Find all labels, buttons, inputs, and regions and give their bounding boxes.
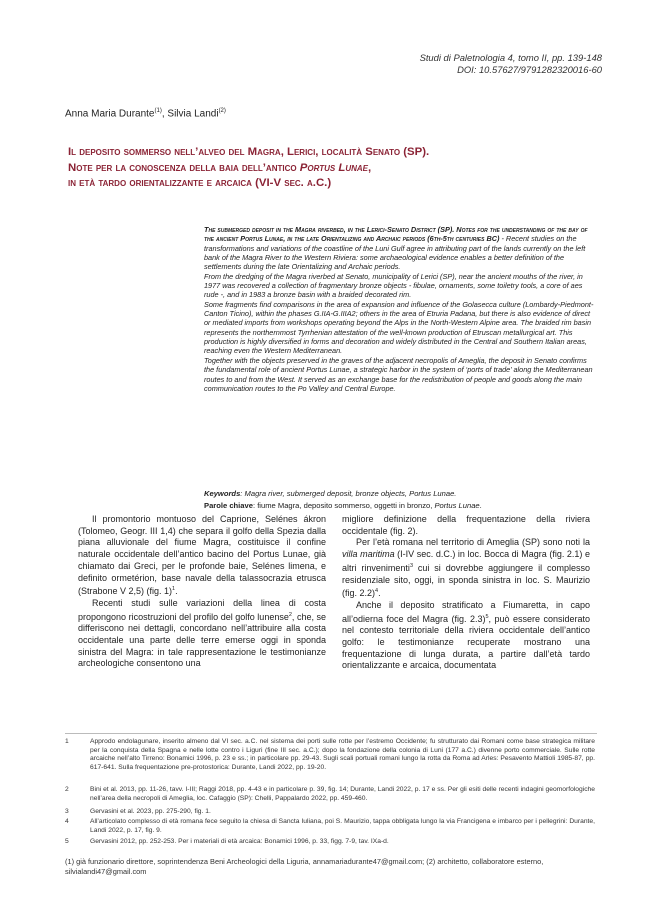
abstract-paragraph-4: Together with the objects preserved in the graves of the adjacent necropolis of Ameglia, the deposit in Senato confirms the fundamental role of ancient Portus Lunae, a strategic harbor in the system of ‘ports of trade’ along the Mediterranean routes to and from the West. It served as an exchange base for the redistribution of people and goods along the main communication routes to the Po Valley and Central Europe. (204, 355, 593, 393)
body-italic: villa maritima (342, 549, 395, 560)
abstract-paragraph-3: Some fragments find comparisons in the area of expansion and influence of the Golasecca culture (Lombardy-Piedmont-Canton Ticino), within the phases G.IIA-G.IIIA2; others in the area of Etruria Padana, but there is also evidence of direct or mediated imports from workshops operating beyond the Alps in the North-Western Alpine area. The braided rim basin represents the northernmost Tyrrhenian attestation of the well-known production of Etruscan metallurgical art. This production is highly diversified in forms and decoration and widely distributed in the Central and Southern Italian areas, reaching even the Western Mediterranean. (204, 299, 594, 356)
running-head-journal: Studi di Paletnologia 4, tomo II, pp. 139-148 (419, 52, 602, 63)
body-text: Recenti studi sulle variazioni della linea di costa propongono ricostruzioni del profilo del golfo lunense (78, 597, 326, 622)
article-title (68, 145, 568, 192)
footnote-ref: 2 (288, 611, 292, 618)
parole-chiave-label: Parole chiave (204, 501, 253, 510)
parole-chiave-italic: Portus Lunae (434, 501, 480, 510)
author-1-marker: (1) (154, 108, 162, 114)
abstract-paragraph-1 (204, 225, 596, 272)
footnote-text: Gervasini 2012, pp. 252-253. Per i materiali di età arcaica: Bonamici 1996, p. 33, figg. 7-9, tav. IXa-d. (90, 838, 389, 845)
abstract-paragraph-2: From the dredging of the Magra riverbed at Senato, municipality of Lerici (SP), near the ancient mouths of the river, in 1977 was recovered a collection of fragmentary bronze objects - fibulae, ornaments, some toiletry tools, a core of aes rude -, and in 1983 a bronze basin with a braided decorated rim. (204, 271, 583, 300)
footnote-number: 5 (65, 838, 69, 845)
keywords-label: Keywords (204, 489, 241, 498)
body-text-end: . (175, 586, 178, 597)
keywords (204, 489, 596, 499)
footnote-text: Approdo endolagunare, inserito almeno dal VI sec. a.C. nel sistema dei porti sulle rotte per l’estremo Occidente; fu strutturato dai Romani come base strategica militare per la conquista della Spagna e nelle lotte contro i Liguri (fine III sec. a.C.); dopo la fondazione della colonia di Luni (177 a.C.) divenne porto commerciale. Sulle rotte arcaiche nell’alto Tirreno: Bonamici 1996, p. 23 e ss.; in particolare pp. 29-43. Sugli scali portuali romani lungo la rotta da Roma ad Arles: Pesavento Mattioli 1985-87, pp. 617-641. Sulla frequentazione pre-protostorica: Durante, Landi 2022, pp. 19-20. (90, 738, 595, 771)
footnote-ref: 1 (172, 586, 176, 593)
footnote-number: 4 (65, 818, 69, 825)
author-1: Anna Maria Durante (65, 108, 155, 120)
body-text: (I-IV sec. d.C.) in loc. Bocca di Magra (fig. 2.1) e altri rinvenimenti (342, 549, 590, 573)
body-paragraph: migliore definizione della frequentazione della riviera occidentale (fig. 2). (342, 514, 590, 536)
author-2: Silvia Landi (167, 108, 219, 120)
body-text: Anche il deposito stratificato a Fiumaretta, in capo all’odierna foce del Magra (fig. 2.3) (342, 599, 590, 624)
body-paragraph (78, 598, 326, 670)
body-text: , può essere considerato nel contesto territoriale della riviera occidentale dell’antico golfo: le testimonianze recuperate mostrano una frequentazione di lunga durata, a partire dall’età tardo orientalizzante e arcaica, documentata (342, 613, 590, 671)
footnote-number: 2 (65, 786, 69, 793)
body-text: cui si dovrebbe aggiungere il complesso residenziale sito, oggi, in sponda sinistra in loc. S. Maurizio (fig. 2.2) (342, 562, 591, 599)
parole-chiave (204, 501, 596, 511)
body-column-right (342, 514, 590, 672)
body-paragraph (342, 537, 590, 600)
body-column-left (78, 514, 326, 670)
title-line-3: in età tardo orientalizzante e arcaica (VI-V sec. a.C.) (68, 177, 332, 189)
footnote-divider (65, 733, 597, 734)
body-text: Il promontorio montuoso del Caprione, Selénes ákron (Tolomeo, Geogr. III 1,4) che separa il golfo della Spezia dalla piana alluvionale del fiume Magra, costituisce il confine naturale occidentale dell’antico bacino del Portus Lunae, già chiamato dai Greci, per le profonde baie, Selénes limena, e definito ormetérion, base navale della talassocrazia etrusca (Strabone V 2,5) (fig. 1) (78, 514, 326, 597)
english-title: The submerged deposit in the Magra riverbed, in the Lerici-Senato District (SP). Notes for the understanding of the bay of the ancient Portus Lunae, in the late Orientalizing and Archaic periods (6th-5th centuries BC) (204, 225, 588, 244)
running-head (420, 52, 602, 76)
title-line-2 (68, 161, 568, 177)
body-text: , che, se differiscono nei dettagli, concordano nell’attribuire alla costa occidentale una parte delle terre emerse oggi in sponda sinistra del Magra: in tale rappresentazione le testimonianze archeologiche consentono una (78, 611, 326, 669)
footnote-number: 1 (65, 738, 69, 745)
title-line-2-text: Note per la conoscenza della baia dell’antico (68, 161, 300, 174)
authors-line (65, 108, 226, 119)
author-2-marker: (2) (218, 108, 226, 114)
running-head-doi: DOI: 10.57627/9791282320016-60 (457, 64, 602, 75)
footnote-ref: 3 (409, 562, 413, 569)
footnote-number: 3 (65, 808, 69, 815)
body-paragraph (78, 514, 326, 598)
parole-chiave-text: : fiume Magra, deposito sommerso, oggetti in bronzo, (252, 501, 435, 510)
body-paragraph (342, 600, 590, 672)
footnote-text: Gervasini et al. 2023, pp. 275-290, fig. 1. (90, 808, 211, 815)
footnote-text: Bini et al. 2013, pp. 11-26, tavv. I-III; Raggi 2018, pp. 4-43 e in particolare p. 39, fig. 14; Durante, Landi 2022, p. 17 e ss. Per gli esiti delle recenti indagini geomorfologiche nell’area della necropoli di Ameglia, loc. Cafaggio (SP): Chelli, Pappalardo 2022, pp. 459-460. (90, 786, 595, 802)
keywords-text: : Magra river, submerged deposit, bronze objects, Portus Lunae. (240, 489, 457, 498)
author-affiliations: (1) già funzionario direttore, soprintendenza Beni Archeologici della Liguria, annamariadurante47@gmail.com; (2) architetto, collaboratore esterno, silvialandi47@gmail.com (65, 857, 544, 876)
title-line-1: Il deposito sommerso nell’alveo del Magra, Lerici, località Senato (SP). (68, 146, 430, 158)
abstract-p1-text: - Recent studies on the transformations and variations of the coastline of the Luni Gulf agree in attributing part of the lands currently on the left bank of the Magra River to the Western Riviera: some archaeological evidence enables a better definition of the settlements during the late Orientalizing and Archaic periods. (204, 234, 586, 272)
abstract (204, 225, 596, 393)
parole-chiave-end: . (479, 501, 482, 510)
body-text: Per l’età romana nel territorio di Ameglia (SP) sono noti la (356, 537, 590, 548)
title-portus-lunae: Portus Lunae (299, 161, 369, 174)
footnote-ref: 4 (375, 588, 379, 595)
footnote-ref: 5 (485, 613, 489, 620)
footnote-text: All’articolato complesso di età romana fece seguito la chiesa di Sancta Iuliana, poi S. Maurizio, tappa obbligata lungo la via Francigena e imbarco per i pellegrini: Durante, Landi 2022, p. 17, fig. 9. (90, 818, 595, 834)
author-separator: , (161, 108, 168, 120)
title-line-2-comma: , (368, 161, 372, 174)
body-text: . (378, 588, 381, 599)
